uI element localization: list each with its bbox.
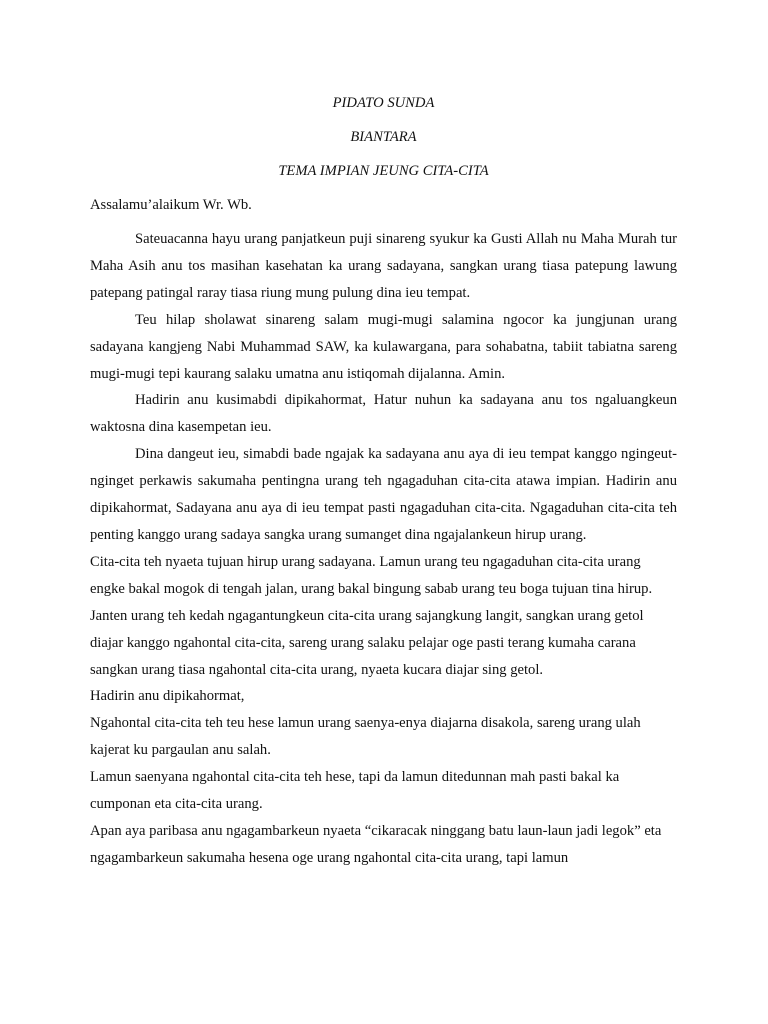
- paragraph-proverb: Apan aya paribasa anu ngagambarkeun nyaeta “cikaracak ninggang batu laun-laun jadi legok” eta ngagambarkeun sakumaha hesena oge urang ngahontal cita-cita urang, tapi lamun: [90, 822, 662, 866]
- greeting: Assalamu’alaikum Wr. Wb.: [90, 197, 252, 213]
- paragraph-sholawat: Teu hilap sholawat sinareng salam mugi-mugi salamina ngocor ka jungjunan urang sadayana kangjeng Nabi Muhammad SAW, ka kulawargana, para sohabatna, tabiit tabiatna sareng mugi-mugi tepi kaurang salaku umatna anu istiqomah dijalanna. Amin.: [90, 311, 677, 382]
- document-title: PIDATO SUNDA: [332, 95, 435, 111]
- paragraph-thanks: Hadirin anu kusimabdi dipikahormat, Hatur nuhun ka sadayana anu tos ngaluangkeun waktosna dina kasempetan ieu.: [90, 392, 677, 436]
- document-theme: TEMA IMPIAN JEUNG CITA-CITA: [278, 163, 489, 179]
- paragraph-cita-cita: Cita-cita teh nyaeta tujuan hirup urang sadayana. Lamun urang teu ngagaduhan cita-cita urang engke bakal mogok di tengah jalan, urang bakal bingung sabab urang teu boga tujuan tina hirup. Janten urang teh kedah ngagantungkeun cita-cita urang sajangkung langit, sangkan urang getol diajar kanggo ngahontal cita-cita, sareng urang salaku pelajar oge pasti terang kumaha carana sangkan urang tiasa ngahontal cita-cita urang, nyaeta kucara diajar sing getol.: [90, 553, 653, 678]
- document-body: [90, 90, 677, 872]
- document-subtitle: BIANTARA: [350, 129, 417, 145]
- paragraph-opening: Sateuacanna hayu urang panjatkeun puji sinareng syukur ka Gusti Allah nu Maha Murah tur Maha Asih anu tos masihan kasehatan ka urang sadayana, sangkan urang tiasa patepung lawung patepang patingal raray tiasa riung mung pulung dina ieu tempat.: [90, 231, 677, 301]
- paragraph-address: Hadirin anu dipikahormat,: [90, 688, 245, 705]
- paragraph-difficulty: Lamun saenyana ngahontal cita-cita teh hese, tapi da lamun ditedunnan mah pasti bakal ka cumponan eta cita-cita urang.: [90, 769, 620, 813]
- paragraph-invitation: Dina dangeut ieu, simabdi bade ngajak ka sadayana anu aya di ieu tempat kanggo ngingeut-nginget perkawis sakumaha pentingna urang teh ngagaduhan cita-cita atawa impian. Hadirin anu dipikahormat, Sadayana anu aya di ieu tempat pasti ngagaduhan cita-cita. Ngagaduhan cita-cita teh penting kanggo urang sadaya sangka urang sumanget dina ngajalankeun hirup urang.: [90, 446, 677, 543]
- paragraph-reaching-goals: Ngahontal cita-cita teh teu hese lamun urang saenya-enya diajarna disakola, sareng urang ulah kajerat ku pargaulan anu salah.: [90, 715, 641, 759]
